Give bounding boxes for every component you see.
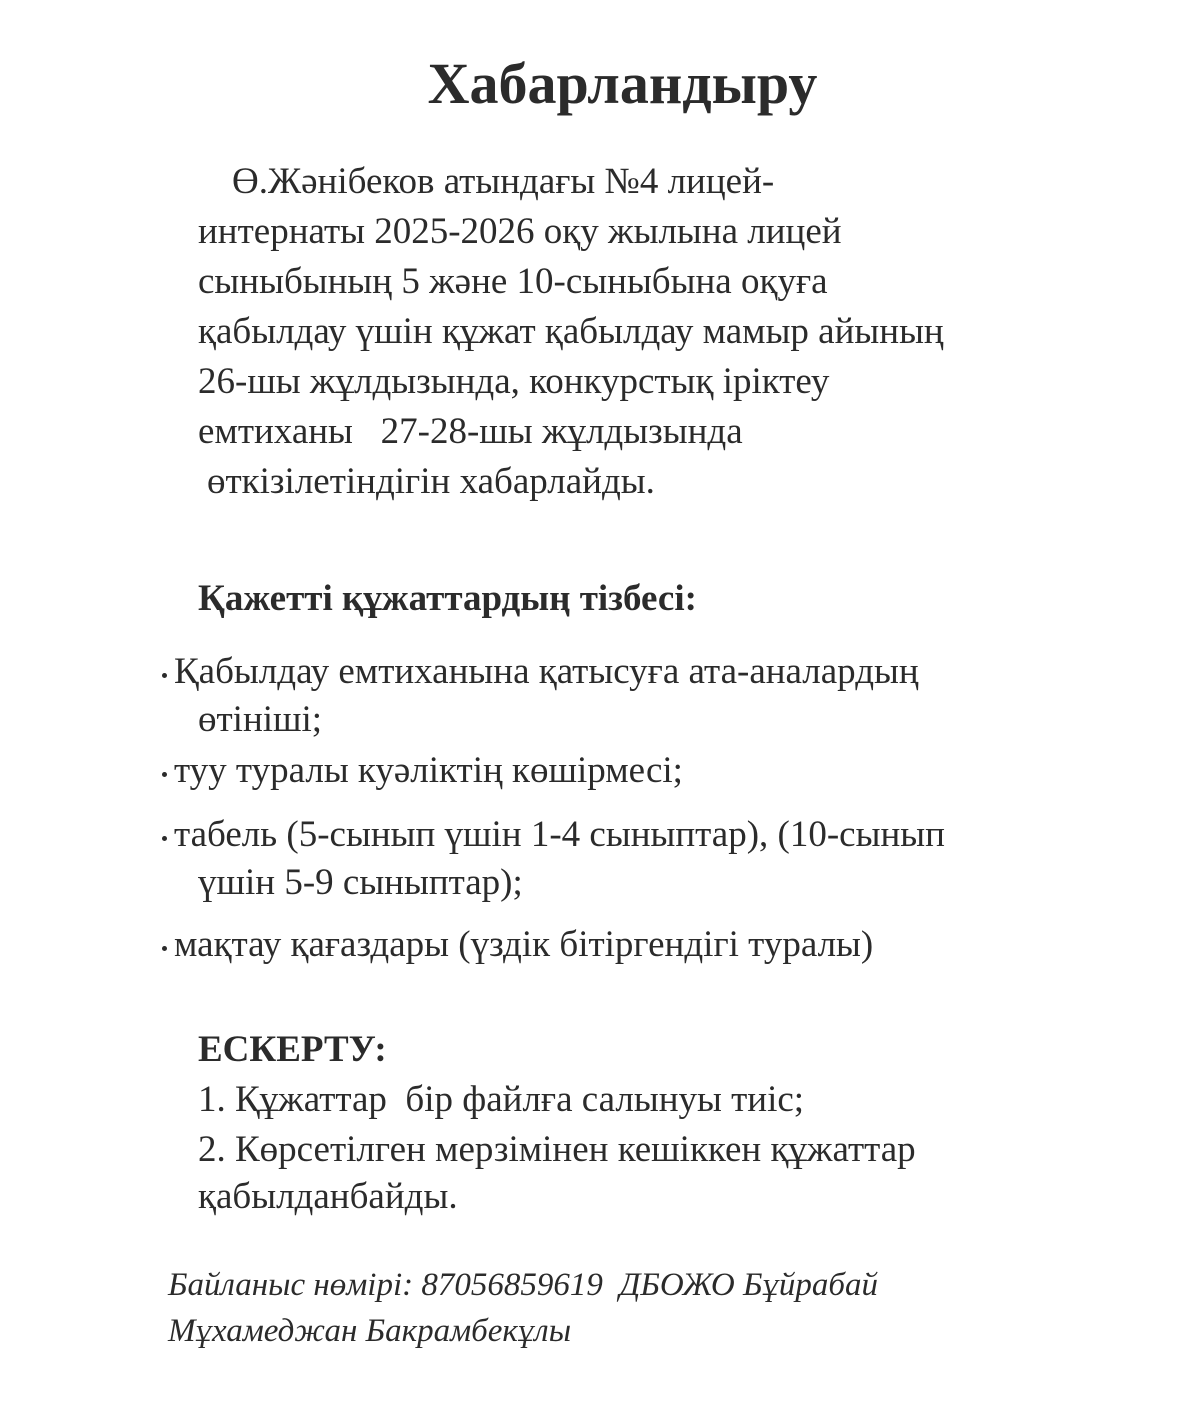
bullet-icon [162, 836, 167, 841]
list-item-text: мақтау қағаздары (үздік бітіргендігі туралы) [174, 924, 874, 965]
intro-line: сыныбының 5 және 10-сыныбына оқуға [198, 261, 828, 302]
contact-line: Байланыс нөмірі: 87056859619 ДБОЖО Бұйрабай [168, 1267, 879, 1303]
intro-line: Ө.Жәнібеков атындағы №4 лицей- [232, 161, 775, 202]
intro-line: өткізілетіндігін хабарлайды. [207, 461, 655, 502]
list-item-text: табель (5-сынып үшін 1-4 сыныптар), (10-сынып [174, 814, 945, 855]
intro-line: емтиханы 27-28-шы жұлдызында [198, 411, 743, 452]
note-line: 2. Көрсетілген мерзімінен кешіккен құжаттар [198, 1129, 916, 1170]
list-item-text: туу туралы куәліктің көшірмесі; [174, 750, 683, 791]
bullet-icon [162, 673, 167, 678]
bullet-icon [162, 772, 167, 777]
notes-heading: ЕСКЕРТУ: [198, 1029, 387, 1070]
list-item-text: үшін 5-9 сыныптар); [198, 862, 523, 903]
intro-line: интернаты 2025-2026 оқу жылына лицей [198, 211, 842, 252]
note-line: 1. Құжаттар бір файлға салынуы тиіс; [198, 1079, 805, 1120]
contact-line: Мұхамеджан Бакрамбекұлы [168, 1313, 572, 1349]
list-item-text: өтініші; [198, 699, 323, 740]
page-title: Хабарландыру [427, 51, 818, 116]
note-line: қабылданбайды. [198, 1176, 458, 1217]
intro-line: 26-шы жұлдызында, конкурстық іріктеу [198, 361, 830, 402]
list-item-text: Қабылдау емтиханына қатысуға ата-аналардың [174, 651, 919, 692]
bullet-icon [162, 946, 167, 951]
intro-line: қабылдау үшін құжат қабылдау мамыр айының [198, 311, 944, 352]
documents-heading: Қажетті құжаттардың тізбесі: [198, 578, 697, 619]
